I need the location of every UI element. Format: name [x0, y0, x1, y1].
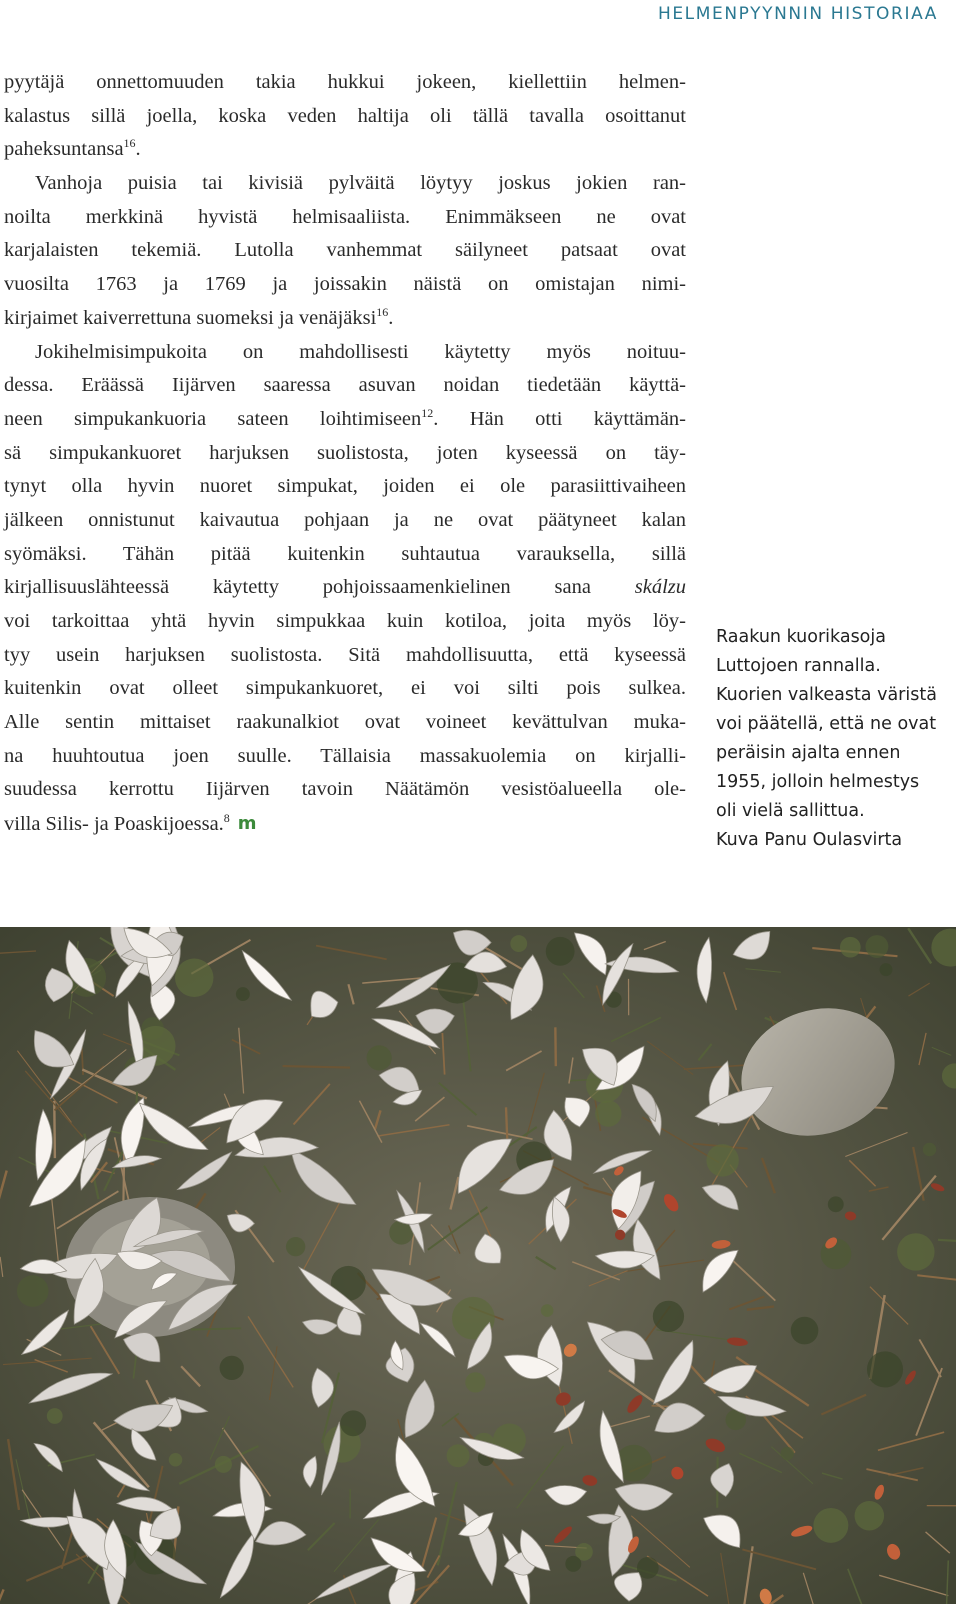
- text-run: paheksuntansa: [4, 138, 124, 161]
- article-line: syömäksi. Tähän pitää kuitenkin suhtautua varauksella, sillä: [4, 542, 686, 565]
- italic-term: skálzu: [634, 576, 686, 599]
- photo-illustration: [0, 927, 956, 1604]
- text-run: neen simpukankuoria sateen loihtimiseen: [4, 407, 422, 430]
- article-body: [4, 66, 686, 841]
- article-line: [4, 403, 686, 437]
- article-line: Jokihelmisimpukoita on mahdollisesti käytetty myös noituu-: [35, 340, 686, 363]
- article-line: paheksuntansa$^{16}$.: [4, 136, 141, 161]
- article-line: kalastus sillä joella, koska veden haltija oli tällä tavalla osoittanut: [4, 104, 686, 127]
- caption-line: voi päätellä, että ne ovat: [716, 714, 937, 734]
- text-run: kirjaimet kaiverrettuna suomeksi ja venäjäksi: [4, 306, 377, 329]
- text-run: kirjallisuuslähteessä käytetty pohjoissaamenkielinen sana: [4, 576, 591, 599]
- end-of-article-icon: m: [237, 813, 257, 835]
- article-line: kirjaimet kaiverrettuna suomeksi ja venäjäksi$^{16}$.: [4, 304, 394, 329]
- caption-line: oli vielä sallittua.: [716, 801, 865, 821]
- article-line: kuitenkin ovat olleet simpukankuoret, ei voi silti pois sulkea.: [4, 677, 686, 700]
- article-line: jälkeen onnistunut kaivautua pohjaan ja ne ovat päätyneet kalan: [4, 508, 686, 531]
- article-line: tyy usein harjuksen suolistosta. Sitä mahdollisuutta, että kyseessä: [4, 643, 686, 666]
- article-line: voi tarkoittaa yhtä hyvin simpukkaa kuin kotiloa, joita myös löy-: [4, 610, 686, 632]
- footnote-ref: 12: [421, 405, 434, 420]
- article-line: dessa. Eräässä Iijärven saaressa asuvan noidan tiedetään käyttä-: [4, 374, 686, 397]
- article-line: tynyt olla hyvin nuoret simpukat, joiden ei ole parasiittivaiheen: [4, 475, 686, 498]
- article-line: sä simpukankuoret harjuksen suolistosta, joten kyseessä on täy-: [4, 441, 686, 464]
- caption-line: Raakun kuorikasoja: [716, 627, 886, 647]
- caption-line: Luttojoen rannalla.: [716, 656, 881, 676]
- article-line: na huuhtoutua joen suulle. Tällaisia massakuolemia on kirjalli-: [4, 744, 686, 767]
- caption-line: Kuva Panu Oulasvirta: [716, 830, 903, 850]
- caption-line: peräisin ajalta ennen: [716, 743, 901, 763]
- text-run: villa Silis- ja Poaskijoessa.: [4, 813, 224, 836]
- article-line: Vanhoja puisia tai kivisiä pylväitä löytyy joskus jokien ran-: [35, 172, 686, 195]
- photo-caption: [716, 623, 956, 855]
- shell-pile-photo: [0, 927, 956, 1604]
- caption-line: Kuorien valkeasta väristä: [716, 685, 937, 705]
- footnote-ref: 16: [123, 136, 136, 151]
- article-line: [4, 571, 686, 605]
- article-line: Alle sentin mittaiset raakunalkiot ovat voineet kevättulvan muka-: [4, 711, 686, 734]
- article-line: karjalaisten tekemiä. Lutolla vanhemmat säilyneet patsaat ovat: [4, 239, 686, 262]
- article-line: suudessa kerrottu Iijärven tavoin Näätämön vesistöalueella ole-: [4, 778, 686, 801]
- caption-line: 1955, jolloin helmestys: [716, 772, 920, 792]
- article-line: [4, 807, 686, 841]
- article-line: noilta merkkinä hyvistä helmisaaliista. Enimmäkseen ne ovat: [4, 205, 686, 228]
- text-run: . Hän otti käyttämän-: [433, 407, 686, 430]
- running-head: HELMENPYYNNIN HISTORIAA: [657, 4, 938, 24]
- footnote-ref: 16: [376, 304, 389, 319]
- footnote-ref: 8: [223, 811, 230, 826]
- article-line: vuosilta 1763 ja 1769 ja joissakin näistä on omistajan nimi-: [4, 273, 686, 296]
- article-line: pyytäjä onnettomuuden takia hukkui jokeen, kiellettiin helmen-: [4, 71, 686, 93]
